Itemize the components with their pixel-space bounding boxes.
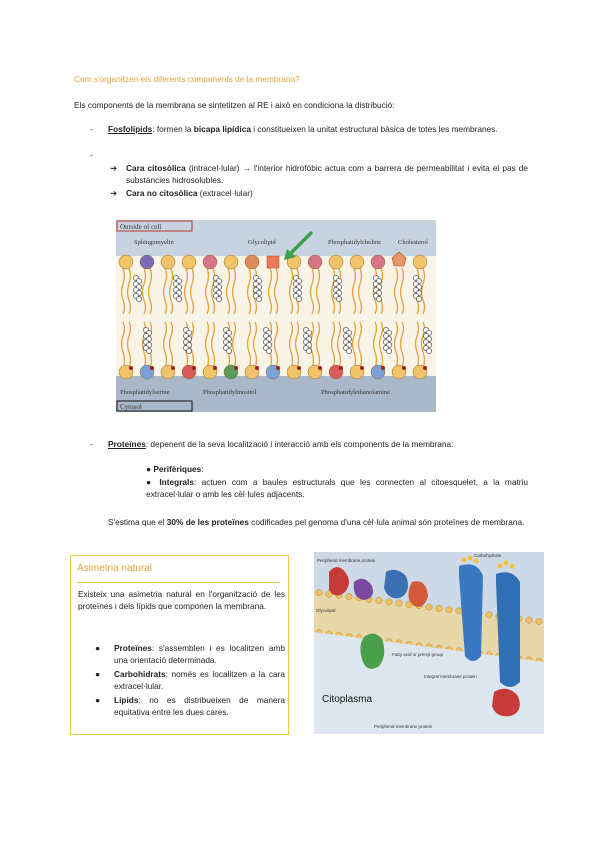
phospholipid-head [413, 255, 427, 269]
phosphatidylserine-label: Phosphatidylserine [120, 389, 170, 396]
cholesterol-ring [386, 348, 391, 353]
outside-label: Outside of cell [120, 223, 162, 231]
proteines-term: Proteïnes [108, 439, 146, 449]
cara-no-citosolica-item [110, 187, 528, 199]
cholesterol-ring [426, 348, 431, 353]
intro-paragraph: Els components de la membrana se sintetitzen al RE i això en condiciona la distribució: [74, 100, 395, 110]
charge-dot [381, 366, 385, 370]
fosfolipids-text1: : formen la [152, 124, 194, 134]
membrane-lipid-head [386, 599, 392, 605]
phospholipid-head [161, 255, 175, 269]
cytosol-label: Cytosol [120, 403, 142, 411]
section-heading: Com s'organitzen els diferents components de la membrana? [74, 74, 300, 84]
membrane-lipid-head [396, 600, 402, 606]
membrane-lipid-head [536, 618, 542, 624]
periferiques-text: : [201, 464, 204, 474]
asimetria-title: Asimetria natural [77, 562, 280, 583]
cholesterol-ring [296, 296, 301, 301]
periferiques-label: Perifèriques [153, 464, 202, 474]
fig2-label: Glycolipid [316, 608, 336, 613]
fig2-label: Fatty acid or prenyl group [392, 652, 444, 657]
charge-dot [192, 366, 196, 370]
phospholipid-head [119, 255, 133, 269]
integrals-label: Integrals [159, 477, 194, 487]
fosfolipids-text2: i constitueixen la unitat estructural bàsica de totes les membranes. [250, 124, 498, 134]
fosfolipids-term: Fosfolípids [108, 124, 153, 134]
fig2-label: Peripheral membrane protein [374, 724, 433, 729]
citoplasma-label: Citoplasma [322, 694, 373, 705]
bullet-dash: - [90, 124, 93, 134]
cholesterol-ring [186, 348, 191, 353]
cara-no-citosolica-text: (extracel·lular) [197, 188, 253, 198]
membrane-lipid-head [436, 605, 442, 611]
membrane-lipid-head [456, 608, 462, 614]
cholesterol-ring [226, 348, 231, 353]
list-item: ● Lípids: no es distribueixen de manera equitativa entre les dues cares. [95, 695, 285, 718]
phospholipid-head [308, 255, 322, 269]
membrane-proteins-figure [314, 552, 544, 734]
membrane-lipid-head [446, 606, 452, 612]
membrane-lipid-head [426, 604, 432, 610]
charge-dot [360, 366, 364, 370]
cholesterol-ring [146, 348, 151, 353]
cholesterol-ring [416, 296, 421, 301]
charge-dot [213, 366, 217, 370]
charge-dot [339, 366, 343, 370]
membrane-lipid-head [526, 617, 532, 623]
phospholipid-head [203, 255, 217, 269]
cholesterol-ring [376, 296, 381, 301]
fig2-label: Carbohydrate [474, 553, 502, 558]
integrals-item: ● Integrals: actuen com a baules estructurals que les connecten al citoesquelet, a la matriu extracel·lular o amb les cèl·lules adjacents. [146, 477, 528, 500]
charge-dot [255, 366, 259, 370]
list-item: ● Carbohidrats: només es localitzen a la cara extracel·lular. [95, 669, 285, 692]
estima-text1: S'estima que el [108, 517, 167, 527]
asimetria-list [78, 642, 285, 720]
fosfolipids-item [108, 123, 528, 135]
periferiques-item: ● Perifèriques: [146, 464, 204, 474]
bullet-dash-empty: - [90, 150, 93, 160]
phosphatidylcholine-label: Phosphatidylcholine [328, 239, 382, 246]
cholesterol-ring [346, 348, 351, 353]
sphingomyelin-label: Sphingomyelin [134, 239, 174, 246]
fig2-label: Integral membrane protein [424, 674, 477, 679]
phospholipid-head [350, 255, 364, 269]
membrane-lipid-head [316, 589, 322, 595]
charge-dot [129, 366, 133, 370]
phospholipid-head [329, 255, 343, 269]
fig2-label: Peripheral membrane protein [317, 558, 376, 563]
membrane-lipid-head [486, 612, 492, 618]
charge-dot [318, 366, 322, 370]
proteines-item [108, 438, 528, 450]
glycolipid-green-protein [360, 633, 384, 668]
arrow-right-icon: ➔ [110, 163, 117, 173]
phospholipid-head [140, 255, 154, 269]
estima-paragraph [108, 516, 528, 528]
arrow-right-icon: ➔ [110, 188, 117, 198]
cara-citosolica-label: Cara citosòlica [126, 163, 186, 173]
charge-dot [276, 366, 280, 370]
membrane-lipid-head [376, 597, 382, 603]
proteines-text: : depenent de la seva localització i interacció amb els components de la membrana: [145, 439, 454, 449]
charge-dot [423, 366, 427, 370]
cara-citosolica-item [110, 162, 529, 186]
bullet-dash: - [90, 439, 93, 449]
cholesterol-ring [306, 348, 311, 353]
cholesterol-label: Cholesterol [398, 239, 428, 246]
integral-protein-2 [496, 572, 520, 687]
charge-dot [234, 366, 238, 370]
phospholipid-head [245, 255, 259, 269]
charge-dot [171, 366, 175, 370]
cholesterol-ring [266, 348, 271, 353]
lipid-bilayer-figure [116, 220, 436, 412]
phosphatidylethanolamine-label: Phosphatidylethanolamine [321, 389, 390, 396]
estima-text2: codificades pel genoma d'una cèl·lula animal són proteïnes de membrana. [248, 517, 525, 527]
asimetria-box [70, 555, 289, 735]
charge-dot [402, 366, 406, 370]
cholesterol-ring [216, 296, 221, 301]
list-item: ● Proteïnes: s'assemblen i es localitzen amb una orientació determinada. [95, 643, 285, 666]
cholesterol-ring [136, 296, 141, 301]
charge-dot [150, 366, 154, 370]
asimetria-text: Existeix una asimetria natural en l'organització de les proteïnes i dels lípids que componen la membrana. [78, 589, 285, 612]
glycolipid-label: Glycolipid [248, 239, 276, 246]
membrane-lipid-head [346, 593, 352, 599]
cholesterol-ring [336, 296, 341, 301]
phospholipid-head [182, 255, 196, 269]
integrals-text: : actuen com a baules estructurals que les connecten al citoesquelet, a la matriu extracel·lular o amb les cèl·lules adjacents. [146, 477, 528, 500]
cholesterol-ring [256, 296, 261, 301]
phosphatidylinositol-label: Phosphatidylinositol [203, 389, 257, 396]
cara-citosolica-text: (intracel·lular) → l'interior hidrofòbic actua com a barrera de permeabilitat i evita el pas de substàncies hidrosolubles. [126, 163, 529, 186]
cholesterol-ring [176, 296, 181, 301]
phospholipid-head [224, 255, 238, 269]
bicapa-bold: bicapa lipídica [193, 124, 251, 134]
cara-no-citosolica-label: Cara no citosòlica [126, 188, 198, 198]
charge-dot [297, 366, 301, 370]
estima-bold: 30% de les proteïnes [166, 517, 249, 527]
glycolipid-head [267, 256, 279, 268]
phospholipid-head [371, 255, 385, 269]
